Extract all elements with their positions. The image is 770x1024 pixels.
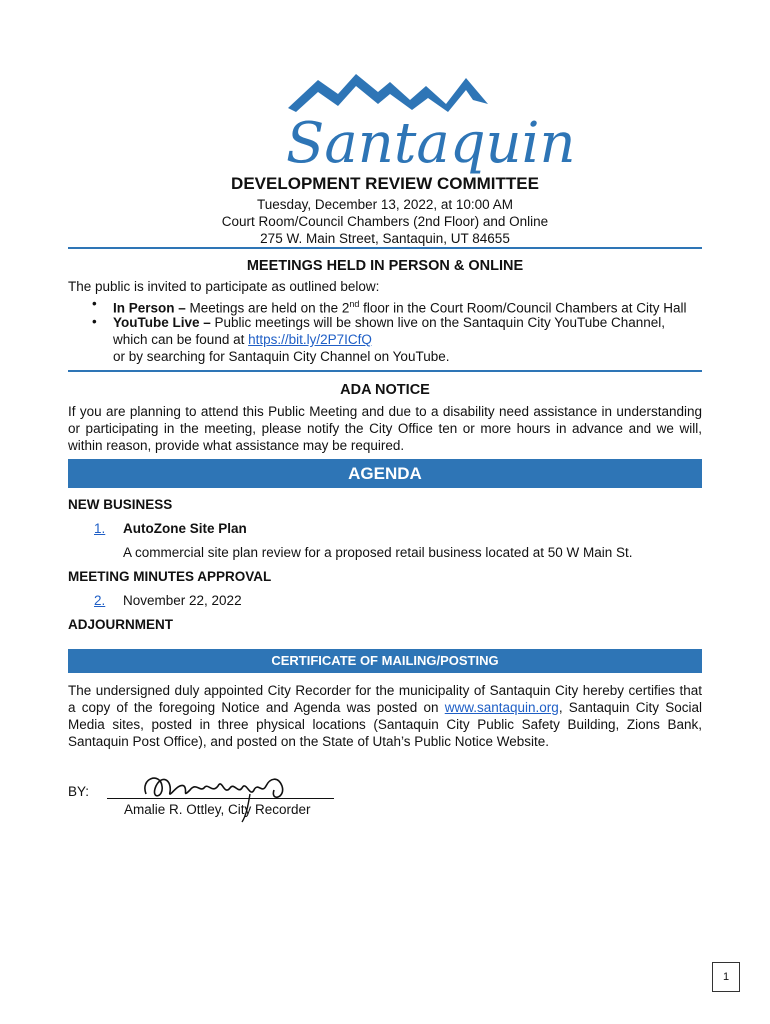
agenda-item-1-title: AutoZone Site Plan [123, 521, 247, 536]
meeting-address: 275 W. Main Street, Santaquin, UT 84655 [260, 231, 510, 246]
meeting-date: Tuesday, December 13, 2022, at 10:00 AM [257, 197, 513, 212]
signer-name: Amalie R. Ottley, City Recorder [124, 802, 311, 817]
bullet-icon: • [92, 314, 97, 329]
by-label: BY: [68, 784, 90, 799]
certificate-banner: CERTIFICATE OF MAILING/POSTING [68, 649, 702, 673]
youtube-item: YouTube Live – Public meetings will be shown live on the Santaquin City YouTube Channel, which can be found at https://bit.ly/2P7ICfQ or by searching for Santaquin City Channel on YouTube. [113, 315, 666, 364]
website-link[interactable]: www.santaquin.org [444, 700, 559, 715]
meetings-intro: The public is invited to participate as outlined below: [68, 279, 380, 294]
agenda-banner: AGENDA [68, 459, 702, 488]
adjournment-heading: ADJOURNMENT [68, 617, 174, 632]
ada-text: If you are planning to attend this Public Meeting and due to a disability need assistance in understanding or participating in the meeting, please notify the City Office ten or more hours in advance and we will, within reason, provide what assistance may be required. [68, 404, 702, 453]
in-person-item: In Person – Meetings are held on the 2nd floor in the Court Room/Council Chambers at City Hall [113, 299, 687, 316]
new-business-heading: NEW BUSINESS [68, 497, 173, 512]
divider [68, 370, 702, 372]
agenda-item-2-title: November 22, 2022 [123, 593, 242, 608]
divider [68, 247, 702, 249]
meeting-title: DEVELOPMENT REVIEW COMMITTEE [231, 174, 539, 193]
agenda-item-2-number[interactable]: 2. [94, 593, 106, 608]
signature-line [107, 798, 334, 799]
bullet-icon: • [92, 296, 97, 311]
youtube-link[interactable]: https://bit.ly/2P7ICfQ [248, 332, 372, 347]
santaquin-logo [278, 70, 576, 176]
minutes-heading: MEETING MINUTES APPROVAL [68, 569, 272, 584]
ada-heading: ADA NOTICE [340, 382, 430, 398]
agenda-item-1-number[interactable]: 1. [94, 521, 106, 536]
certificate-text: The undersigned duly appointed City Recorder for the municipality of Santaquin City hereby certifies that a copy of the foregoing Notice and Agenda was posted on www.santaquin.org, Santaquin City Social Media sites, posted in three physical locations (Santaquin City Public Safety Building, Zions Bank, Santaquin Post Office), and posted on the State of Utah’s Public Notice Website. [68, 683, 702, 749]
meetings-heading: MEETINGS HELD IN PERSON & ONLINE [246, 258, 524, 274]
page-number: 1 [712, 962, 740, 992]
agenda-item-1-description: A commercial site plan review for a proposed retail business located at 50 W Main St. [123, 545, 633, 560]
meeting-location: Court Room/Council Chambers (2nd Floor) and Online [221, 214, 549, 229]
svg-text:Santaquin: Santaquin [286, 111, 576, 176]
